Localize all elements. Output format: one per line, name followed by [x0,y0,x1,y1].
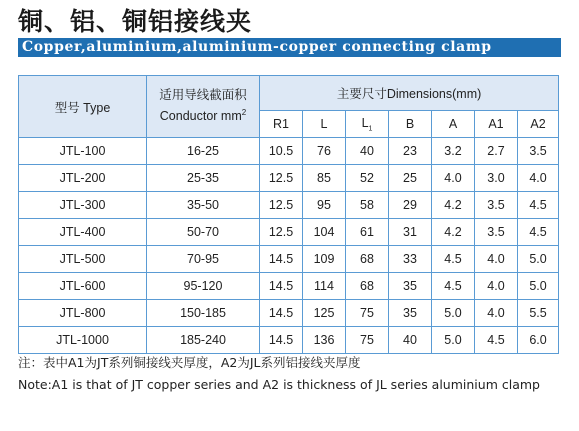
table-row [19,165,559,192]
cell-a: 4.0 [432,165,475,192]
col-l1-sub: 1 [368,125,373,133]
cell-type: JTL-600 [19,273,147,300]
cell-a1: 4.5 [475,327,518,354]
header-dimensions: 主要尺寸Dimensions(mm) [260,76,559,111]
cell-type: JTL-100 [19,138,147,165]
cell-l: 85 [303,165,346,192]
header-type: 型号 Type [19,76,147,138]
col-l: L [303,111,346,138]
table-row [19,192,559,219]
cell-r1: 12.5 [260,192,303,219]
cell-l1: 68 [346,273,389,300]
col-r1: R1 [260,111,303,138]
cell-a1: 3.0 [475,165,518,192]
table-row [19,246,559,273]
col-l1-main: L [361,115,369,130]
cell-r1: 10.5 [260,138,303,165]
cell-l1: 40 [346,138,389,165]
cell-b: 25 [389,165,432,192]
cell-conductor: 25-35 [147,165,260,192]
col-a1: A1 [475,111,518,138]
cell-a2: 3.5 [518,138,559,165]
col-a: A [432,111,475,138]
cell-l: 109 [303,246,346,273]
cell-a2: 6.0 [518,327,559,354]
table-row [19,219,559,246]
cell-b: 33 [389,246,432,273]
cell-l: 114 [303,273,346,300]
cell-a: 5.0 [432,327,475,354]
spec-table [18,75,559,354]
cell-a2: 4.0 [518,165,559,192]
cell-a1: 4.0 [475,300,518,327]
cell-a: 4.2 [432,219,475,246]
cell-b: 35 [389,273,432,300]
cell-l: 104 [303,219,346,246]
cell-a: 4.2 [432,192,475,219]
cell-l: 136 [303,327,346,354]
cell-l1: 61 [346,219,389,246]
col-l1 [346,111,389,138]
cell-b: 29 [389,192,432,219]
cell-a1: 4.0 [475,246,518,273]
cell-a1: 3.5 [475,192,518,219]
cell-r1: 14.5 [260,300,303,327]
page-subtitle: Copper,aluminium,aluminium-copper connecting clamp [22,39,492,55]
cell-a2: 4.5 [518,192,559,219]
subtitle-bar [18,38,561,57]
cell-l1: 75 [346,327,389,354]
cell-b: 31 [389,219,432,246]
cell-r1: 12.5 [260,165,303,192]
cell-b: 35 [389,300,432,327]
note-en: Note:A1 is that of JT copper series and A2 is thickness of JL series aluminium clamp [18,377,540,392]
col-a2: A2 [518,111,559,138]
cell-l: 125 [303,300,346,327]
header-conductor-en: Conductor mm [159,109,242,124]
cell-l1: 68 [346,246,389,273]
cell-r1: 14.5 [260,246,303,273]
page-title: 铜、铝、铜铝接线夹 [18,7,253,36]
cell-r1: 14.5 [260,273,303,300]
cell-type: JTL-400 [19,219,147,246]
table-row [19,138,559,165]
cell-r1: 12.5 [260,219,303,246]
cell-type: JTL-500 [19,246,147,273]
cell-a1: 2.7 [475,138,518,165]
cell-a: 4.5 [432,246,475,273]
table-row [19,273,559,300]
cell-conductor: 150-185 [147,300,260,327]
cell-conductor: 50-70 [147,219,260,246]
cell-b: 40 [389,327,432,354]
cell-a2: 5.0 [518,246,559,273]
cell-r1: 14.5 [260,327,303,354]
cell-conductor: 16-25 [147,138,260,165]
notes [18,353,573,395]
note-cn: 注：表中A1为JT系列铜接线夹厚度，A2为JL系列铝接线夹厚度 [18,355,361,370]
cell-type: JTL-800 [19,300,147,327]
cell-conductor: 70-95 [147,246,260,273]
header-conductor-sup: 2 [241,108,247,118]
cell-a2: 5.0 [518,273,559,300]
header-conductor-cn: 适用导线截面积 [159,88,247,103]
table-row [19,327,559,354]
cell-type: JTL-300 [19,192,147,219]
cell-a1: 4.0 [475,273,518,300]
cell-conductor: 95-120 [147,273,260,300]
cell-l1: 58 [346,192,389,219]
cell-conductor: 185-240 [147,327,260,354]
cell-a: 3.2 [432,138,475,165]
table-row [19,300,559,327]
cell-l1: 52 [346,165,389,192]
cell-l1: 75 [346,300,389,327]
col-b: B [389,111,432,138]
cell-conductor: 35-50 [147,192,260,219]
cell-type: JTL-1000 [19,327,147,354]
cell-l: 76 [303,138,346,165]
cell-a: 4.5 [432,273,475,300]
cell-a2: 4.5 [518,219,559,246]
cell-l: 95 [303,192,346,219]
cell-b: 23 [389,138,432,165]
cell-a: 5.0 [432,300,475,327]
cell-a1: 3.5 [475,219,518,246]
header-conductor [147,76,260,138]
cell-type: JTL-200 [19,165,147,192]
cell-a2: 5.5 [518,300,559,327]
